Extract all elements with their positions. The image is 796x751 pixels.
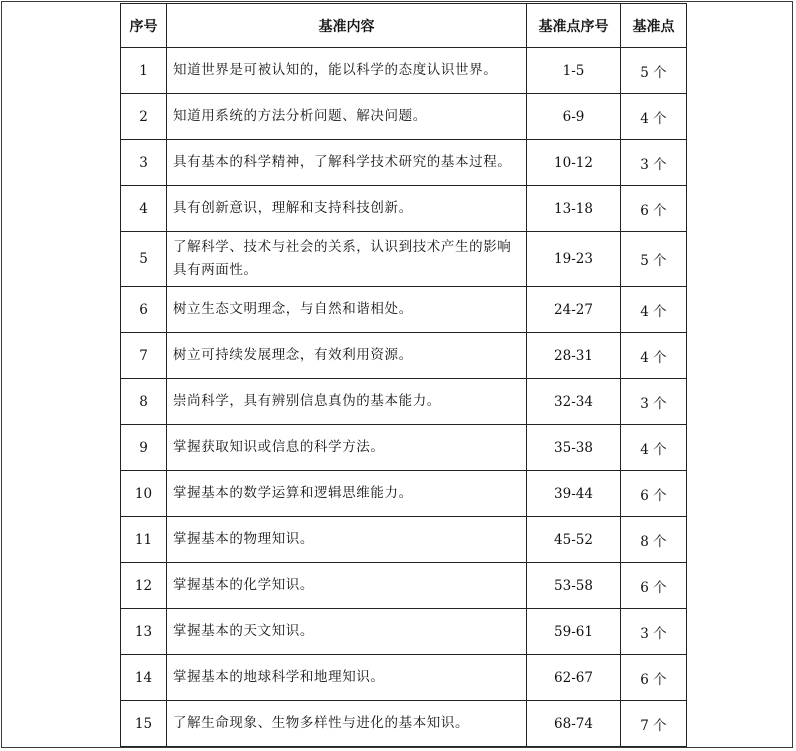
table-row — [121, 425, 687, 471]
row-points-cell: 4 个 — [621, 287, 687, 333]
row-content-cell: 掌握基本的数学运算和逻辑思维能力。 — [167, 471, 527, 517]
row-content-cell: 树立可持续发展理念，有效利用资源。 — [167, 333, 527, 379]
row-point-index-cell: 10-12 — [527, 140, 621, 186]
row-point-index-cell: 6-9 — [527, 94, 621, 140]
row-index-cell: 8 — [121, 379, 167, 425]
row-index-cell: 9 — [121, 425, 167, 471]
row-point-index-cell: 13-18 — [527, 186, 621, 232]
table-row — [121, 609, 687, 655]
row-index-cell: 10 — [121, 471, 167, 517]
row-points-cell: 6 个 — [621, 471, 687, 517]
row-points-cell: 5 个 — [621, 48, 687, 94]
row-index-cell: 12 — [121, 563, 167, 609]
table-row — [121, 186, 687, 232]
row-point-index-cell: 39-44 — [527, 471, 621, 517]
row-index-cell: 1 — [121, 48, 167, 94]
row-point-index-cell: 35-38 — [527, 425, 621, 471]
table-row — [121, 379, 687, 425]
row-content-cell: 掌握基本的物理知识。 — [167, 517, 527, 563]
benchmark-table — [120, 3, 687, 747]
row-index-cell: 14 — [121, 655, 167, 701]
header-point-index: 基准点序号 — [527, 4, 621, 48]
table-header-row — [121, 4, 687, 48]
row-index-cell: 3 — [121, 140, 167, 186]
row-index-cell: 2 — [121, 94, 167, 140]
row-point-index-cell: 59-61 — [527, 609, 621, 655]
header-points: 基准点 — [621, 4, 687, 48]
row-point-index-cell: 1-5 — [527, 48, 621, 94]
header-content: 基准内容 — [167, 4, 527, 48]
row-point-index-cell: 45-52 — [527, 517, 621, 563]
table-row — [121, 48, 687, 94]
row-content-cell: 了解生命现象、生物多样性与进化的基本知识。 — [167, 701, 527, 747]
table-row — [121, 287, 687, 333]
row-content-cell: 掌握基本的地球科学和地理知识。 — [167, 655, 527, 701]
table-row — [121, 232, 687, 287]
row-points-cell: 3 个 — [621, 379, 687, 425]
row-points-cell: 3 个 — [621, 140, 687, 186]
row-point-index-cell: 28-31 — [527, 333, 621, 379]
row-content-cell: 具有创新意识，理解和支持科技创新。 — [167, 186, 527, 232]
row-content-cell: 知道用系统的方法分析问题、解决问题。 — [167, 94, 527, 140]
row-point-index-cell: 53-58 — [527, 563, 621, 609]
row-points-cell: 3 个 — [621, 609, 687, 655]
row-points-cell: 5 个 — [621, 232, 687, 287]
row-points-cell: 4 个 — [621, 94, 687, 140]
row-content-cell: 树立生态文明理念，与自然和谐相处。 — [167, 287, 527, 333]
table-row — [121, 655, 687, 701]
row-point-index-cell: 62-67 — [527, 655, 621, 701]
row-point-index-cell: 68-74 — [527, 701, 621, 747]
row-index-cell: 5 — [121, 232, 167, 287]
row-index-cell: 7 — [121, 333, 167, 379]
table-row — [121, 517, 687, 563]
row-content-cell: 崇尚科学，具有辨别信息真伪的基本能力。 — [167, 379, 527, 425]
table-row — [121, 94, 687, 140]
row-points-cell: 6 个 — [621, 186, 687, 232]
row-points-cell: 7 个 — [621, 701, 687, 747]
row-content-cell: 掌握基本的化学知识。 — [167, 563, 527, 609]
table-row — [121, 563, 687, 609]
row-content-cell: 具有基本的科学精神，了解科学技术研究的基本过程。 — [167, 140, 527, 186]
row-content-cell: 掌握获取知识或信息的科学方法。 — [167, 425, 527, 471]
row-points-cell: 8 个 — [621, 517, 687, 563]
row-point-index-cell: 24-27 — [527, 287, 621, 333]
row-point-index-cell: 19-23 — [527, 232, 621, 287]
table-row — [121, 140, 687, 186]
table-body — [121, 48, 687, 747]
table-row — [121, 333, 687, 379]
row-index-cell: 4 — [121, 186, 167, 232]
row-point-index-cell: 32-34 — [527, 379, 621, 425]
table-row — [121, 471, 687, 517]
row-content-cell: 了解科学、技术与社会的关系，认识到技术产生的影响具有两面性。 — [167, 232, 527, 287]
row-index-cell: 11 — [121, 517, 167, 563]
row-index-cell: 6 — [121, 287, 167, 333]
row-points-cell: 4 个 — [621, 425, 687, 471]
row-points-cell: 6 个 — [621, 655, 687, 701]
row-index-cell: 15 — [121, 701, 167, 747]
table-row — [121, 701, 687, 747]
row-index-cell: 13 — [121, 609, 167, 655]
row-points-cell: 4 个 — [621, 333, 687, 379]
row-content-cell: 知道世界是可被认知的，能以科学的态度认识世界。 — [167, 48, 527, 94]
row-content-cell: 掌握基本的天文知识。 — [167, 609, 527, 655]
header-index: 序号 — [121, 4, 167, 48]
row-points-cell: 6 个 — [621, 563, 687, 609]
